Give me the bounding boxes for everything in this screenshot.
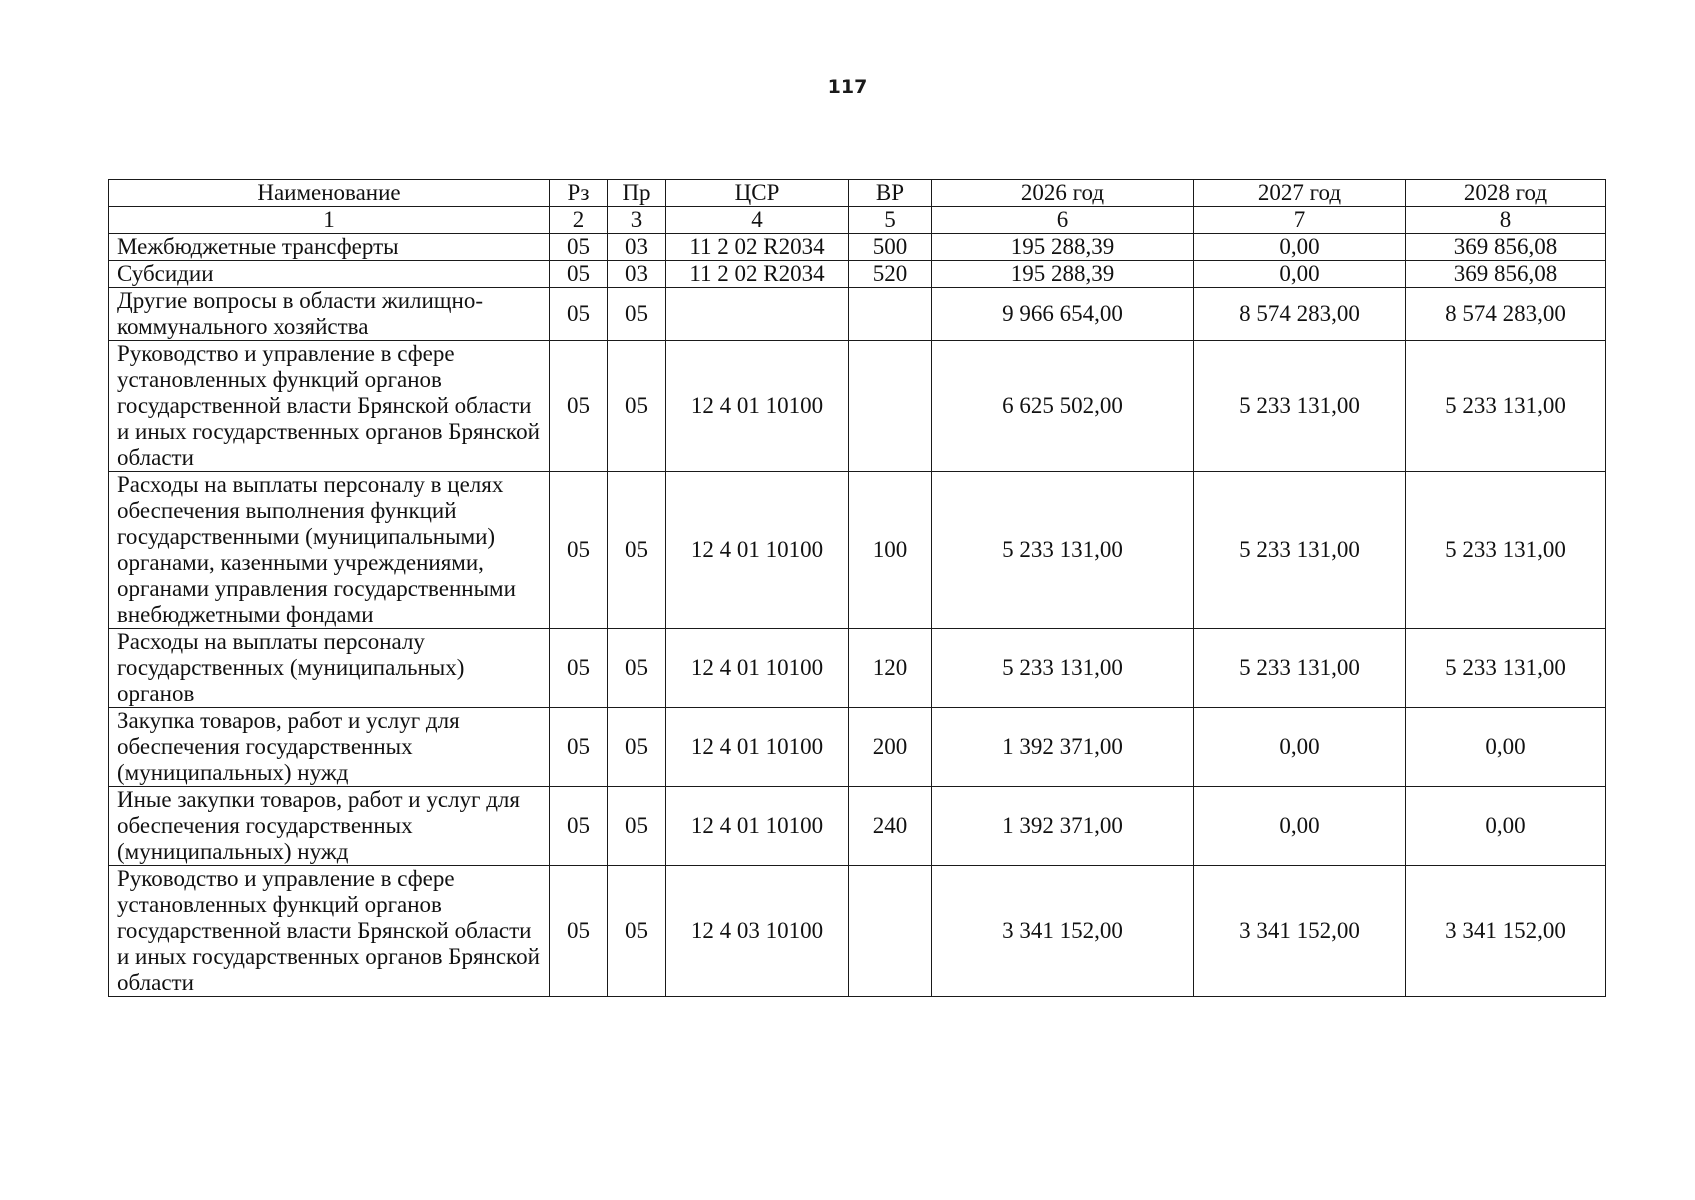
- table-row: [109, 261, 1606, 288]
- col-number-cell: 2: [550, 207, 608, 234]
- row-name-cell: Другие вопросы в области жилищно-коммунального хозяйства: [109, 288, 550, 341]
- amount-2028-cell: 5 233 131,00: [1406, 341, 1606, 472]
- header-cell-2026: 2026 год: [932, 180, 1194, 207]
- amount-2028-cell: 5 233 131,00: [1406, 472, 1606, 629]
- pr-cell: 05: [608, 288, 666, 341]
- rz-cell: 05: [550, 472, 608, 629]
- pr-cell: 05: [608, 472, 666, 629]
- vr-cell: 240: [849, 787, 932, 866]
- row-name-cell: Руководство и управление в сфере установленных функций органов государственной власти Брянской области и иных государственных органов Брянской области: [109, 866, 550, 997]
- csr-cell: 11 2 02 R2034: [666, 234, 849, 261]
- col-number-cell: 7: [1194, 207, 1406, 234]
- header-cell-rz: Рз: [550, 180, 608, 207]
- amount-2027-cell: 0,00: [1194, 787, 1406, 866]
- budget-table: [108, 179, 1606, 997]
- amount-2027-cell: 0,00: [1194, 261, 1406, 288]
- rz-cell: 05: [550, 288, 608, 341]
- col-number-cell: 3: [608, 207, 666, 234]
- header-cell-pr: Пр: [608, 180, 666, 207]
- column-number-row: [109, 207, 1606, 234]
- table-row: [109, 472, 1606, 629]
- col-number-cell: 4: [666, 207, 849, 234]
- amount-2026-cell: 195 288,39: [932, 261, 1194, 288]
- header-cell-2027: 2027 год: [1194, 180, 1406, 207]
- csr-cell: [666, 288, 849, 341]
- amount-2027-cell: 0,00: [1194, 234, 1406, 261]
- rz-cell: 05: [550, 629, 608, 708]
- rz-cell: 05: [550, 234, 608, 261]
- csr-cell: 12 4 01 10100: [666, 787, 849, 866]
- table-header-row: [109, 180, 1606, 207]
- amount-2027-cell: 5 233 131,00: [1194, 629, 1406, 708]
- header-cell-name: Наименование: [109, 180, 550, 207]
- header-cell-csr: ЦСР: [666, 180, 849, 207]
- col-number-cell: 1: [109, 207, 550, 234]
- rz-cell: 05: [550, 787, 608, 866]
- amount-2026-cell: 5 233 131,00: [932, 472, 1194, 629]
- pr-cell: 05: [608, 629, 666, 708]
- amount-2027-cell: 0,00: [1194, 708, 1406, 787]
- vr-cell: [849, 866, 932, 997]
- rz-cell: 05: [550, 261, 608, 288]
- vr-cell: [849, 288, 932, 341]
- amount-2028-cell: 3 341 152,00: [1406, 866, 1606, 997]
- col-number-cell: 5: [849, 207, 932, 234]
- vr-cell: 200: [849, 708, 932, 787]
- table-row: [109, 629, 1606, 708]
- table-row: [109, 708, 1606, 787]
- csr-cell: 12 4 01 10100: [666, 472, 849, 629]
- vr-cell: [849, 341, 932, 472]
- amount-2026-cell: 9 966 654,00: [932, 288, 1194, 341]
- amount-2028-cell: 369 856,08: [1406, 261, 1606, 288]
- header-cell-vr: ВР: [849, 180, 932, 207]
- row-name-cell: Расходы на выплаты персоналу государственных (муниципальных) органов: [109, 629, 550, 708]
- csr-cell: 12 4 01 10100: [666, 341, 849, 472]
- row-name-cell: Иные закупки товаров, работ и услуг для обеспечения государственных (муниципальных) нужд: [109, 787, 550, 866]
- amount-2028-cell: 0,00: [1406, 787, 1606, 866]
- vr-cell: 520: [849, 261, 932, 288]
- header-cell-2028: 2028 год: [1406, 180, 1606, 207]
- vr-cell: 100: [849, 472, 932, 629]
- csr-cell: 12 4 01 10100: [666, 629, 849, 708]
- rz-cell: 05: [550, 341, 608, 472]
- amount-2028-cell: 5 233 131,00: [1406, 629, 1606, 708]
- pr-cell: 03: [608, 234, 666, 261]
- row-name-cell: Закупка товаров, работ и услуг для обеспечения государственных (муниципальных) нужд: [109, 708, 550, 787]
- pr-cell: 05: [608, 708, 666, 787]
- csr-cell: 12 4 01 10100: [666, 708, 849, 787]
- pr-cell: 05: [608, 341, 666, 472]
- rz-cell: 05: [550, 708, 608, 787]
- row-name-cell: Руководство и управление в сфере установленных функций органов государственной власти Брянской области и иных государственных органов Брянской области: [109, 341, 550, 472]
- pr-cell: 05: [608, 787, 666, 866]
- amount-2027-cell: 5 233 131,00: [1194, 341, 1406, 472]
- amount-2026-cell: 6 625 502,00: [932, 341, 1194, 472]
- amount-2028-cell: 369 856,08: [1406, 234, 1606, 261]
- vr-cell: 500: [849, 234, 932, 261]
- row-name-cell: Расходы на выплаты персоналу в целях обеспечения выполнения функций государственными (муниципальными) органами, казенными учреждениями, органами управления государственными внебюджетными фондами: [109, 472, 550, 629]
- amount-2026-cell: 5 233 131,00: [932, 629, 1194, 708]
- csr-cell: 11 2 02 R2034: [666, 261, 849, 288]
- amount-2027-cell: 3 341 152,00: [1194, 866, 1406, 997]
- table-row: [109, 787, 1606, 866]
- csr-cell: 12 4 03 10100: [666, 866, 849, 997]
- row-name-cell: Субсидии: [109, 261, 550, 288]
- row-name-cell: Межбюджетные трансферты: [109, 234, 550, 261]
- amount-2028-cell: 8 574 283,00: [1406, 288, 1606, 341]
- rz-cell: 05: [550, 866, 608, 997]
- amount-2027-cell: 8 574 283,00: [1194, 288, 1406, 341]
- pr-cell: 03: [608, 261, 666, 288]
- amount-2027-cell: 5 233 131,00: [1194, 472, 1406, 629]
- col-number-cell: 6: [932, 207, 1194, 234]
- pr-cell: 05: [608, 866, 666, 997]
- page-number: 117: [827, 76, 868, 98]
- table-row: [109, 866, 1606, 997]
- vr-cell: 120: [849, 629, 932, 708]
- amount-2026-cell: 1 392 371,00: [932, 708, 1194, 787]
- table-row: [109, 341, 1606, 472]
- amount-2026-cell: 3 341 152,00: [932, 866, 1194, 997]
- amount-2026-cell: 1 392 371,00: [932, 787, 1194, 866]
- amount-2026-cell: 195 288,39: [932, 234, 1194, 261]
- table-row: [109, 288, 1606, 341]
- table-row: [109, 234, 1606, 261]
- col-number-cell: 8: [1406, 207, 1606, 234]
- amount-2028-cell: 0,00: [1406, 708, 1606, 787]
